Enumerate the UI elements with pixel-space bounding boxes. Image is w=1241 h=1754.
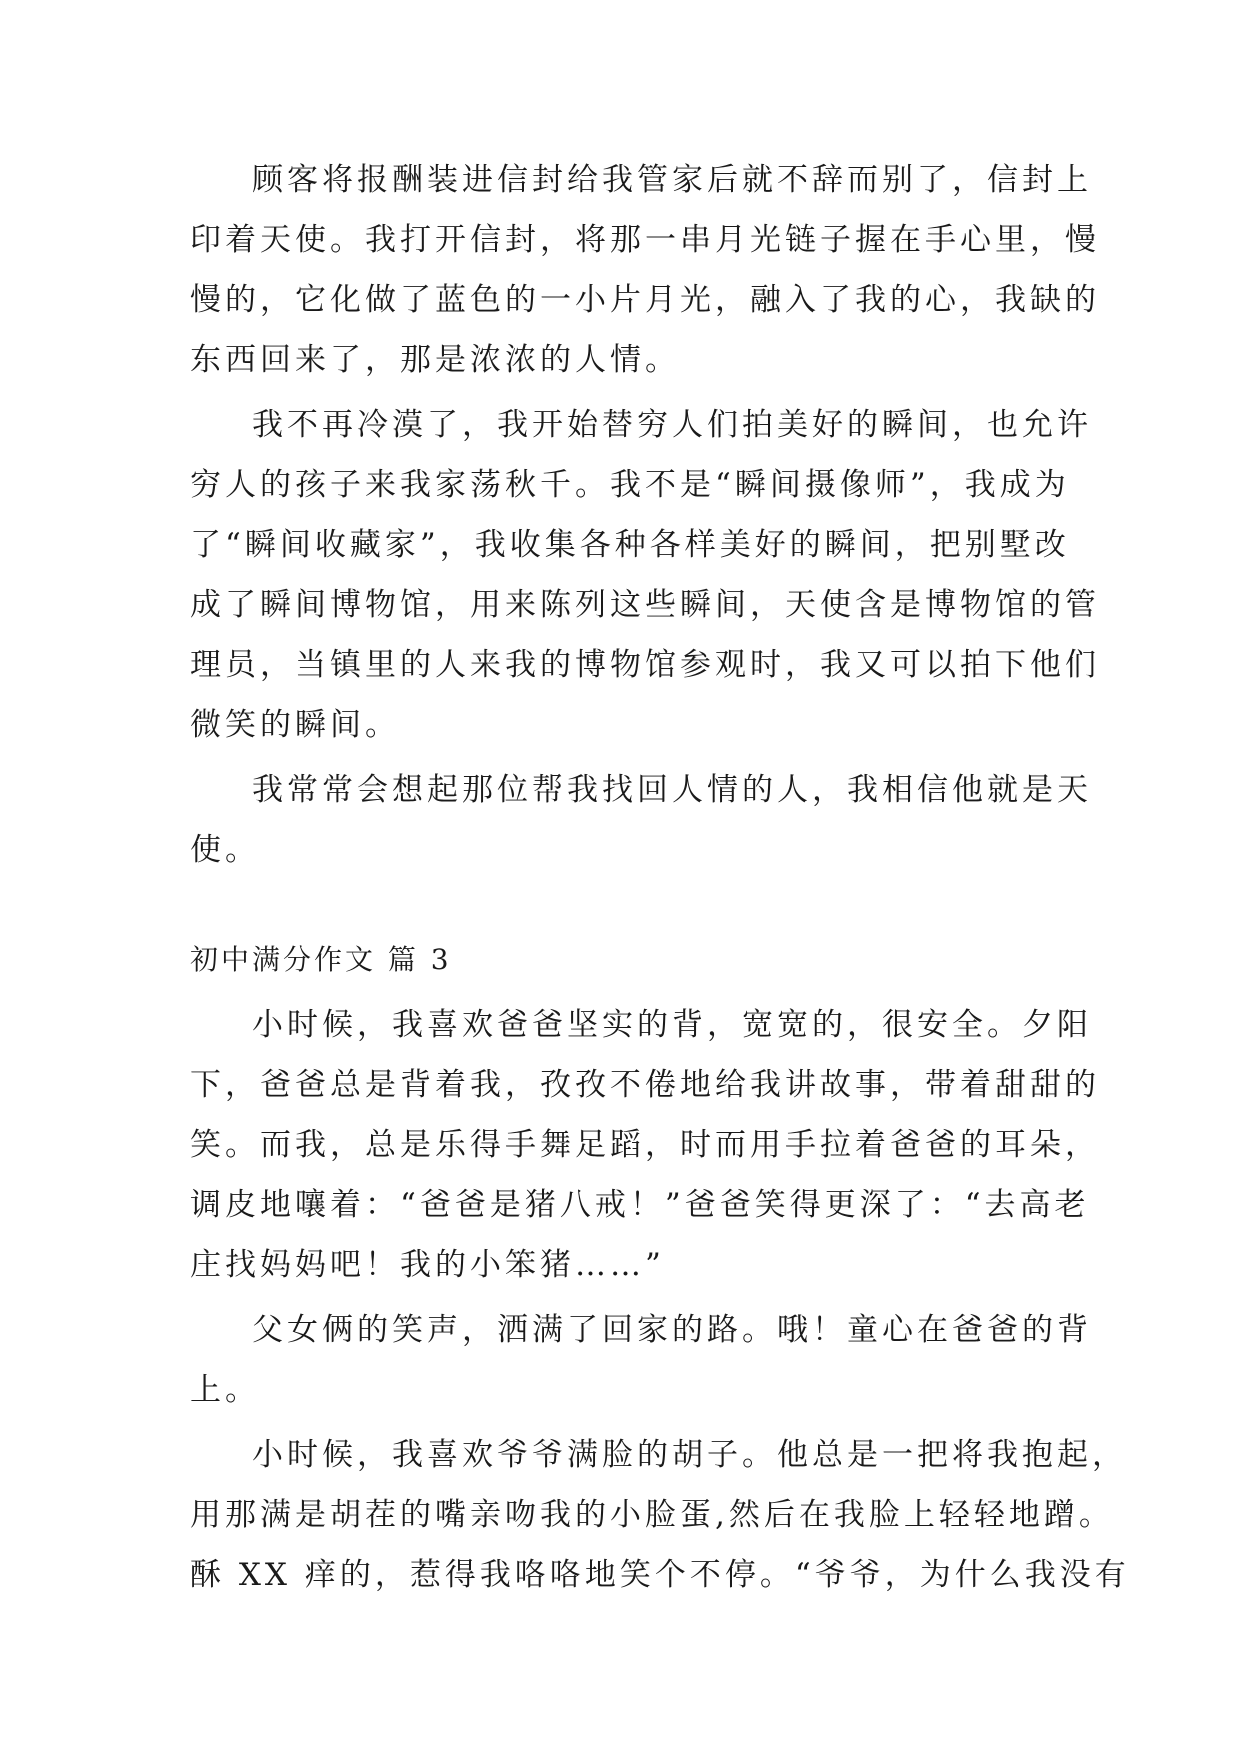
text-line: 父女俩的笑声，洒满了回家的路。哦！童心在爸爸的背 <box>252 1312 1092 1348</box>
text-line: 用那满是胡茬的嘴亲吻我的小脸蛋,然后在我脸上轻轻地蹭。 <box>190 1497 1114 1533</box>
section-heading: 初中满分作文 篇 3 <box>190 943 452 976</box>
text-line: 顾客将报酬装进信封给我管家后就不辞而别了，信封上 <box>252 162 1092 198</box>
text-line: 我不再冷漠了，我开始替穷人们拍美好的瞬间，也允许 <box>252 407 1092 443</box>
text-line: 下，爸爸总是背着我，孜孜不倦地给我讲故事，带着甜甜的 <box>190 1067 1100 1103</box>
text-line: 了“瞬间收藏家”，我收集各种各样美好的瞬间，把别墅改 <box>190 527 1070 563</box>
text-line: 印着天使。我打开信封，将那一串月光链子握在手心里，慢 <box>190 222 1100 258</box>
text-line: 酥 XX 痒的，惹得我咯咯地笑个不停。“爷爷，为什么我没有 <box>190 1557 1130 1593</box>
text-line: 穷人的孩子来我家荡秋千。我不是“瞬间摄像师”，我成为 <box>190 467 1070 503</box>
text-line: 调皮地嚷着：“爸爸是猪八戒！”爸爸笑得更深了：“去高老 <box>190 1187 1090 1223</box>
text-line: 使。 <box>190 832 260 868</box>
text-line: 成了瞬间博物馆，用来陈列这些瞬间，天使含是博物馆的管 <box>190 587 1100 623</box>
text-line: 东西回来了，那是浓浓的人情。 <box>190 342 680 378</box>
text-line: 小时候，我喜欢爸爸坚实的背，宽宽的，很安全。夕阳 <box>252 1007 1092 1043</box>
text-line: 我常常会想起那位帮我找回人情的人，我相信他就是天 <box>252 772 1092 808</box>
text-line: 庄找妈妈吧！我的小笨猪……” <box>190 1247 665 1283</box>
text-line: 上。 <box>190 1372 260 1408</box>
text-line: 理员，当镇里的人来我的博物馆参观时，我又可以拍下他们 <box>190 647 1100 683</box>
text-line: 笑。而我，总是乐得手舞足蹈，时而用手拉着爸爸的耳朵， <box>190 1127 1100 1163</box>
text-line: 微笑的瞬间。 <box>190 707 400 743</box>
text-line: 慢的，它化做了蓝色的一小片月光，融入了我的心，我缺的 <box>190 282 1100 318</box>
text-line: 小时候，我喜欢爷爷满脸的胡子。他总是一把将我抱起， <box>252 1437 1127 1473</box>
